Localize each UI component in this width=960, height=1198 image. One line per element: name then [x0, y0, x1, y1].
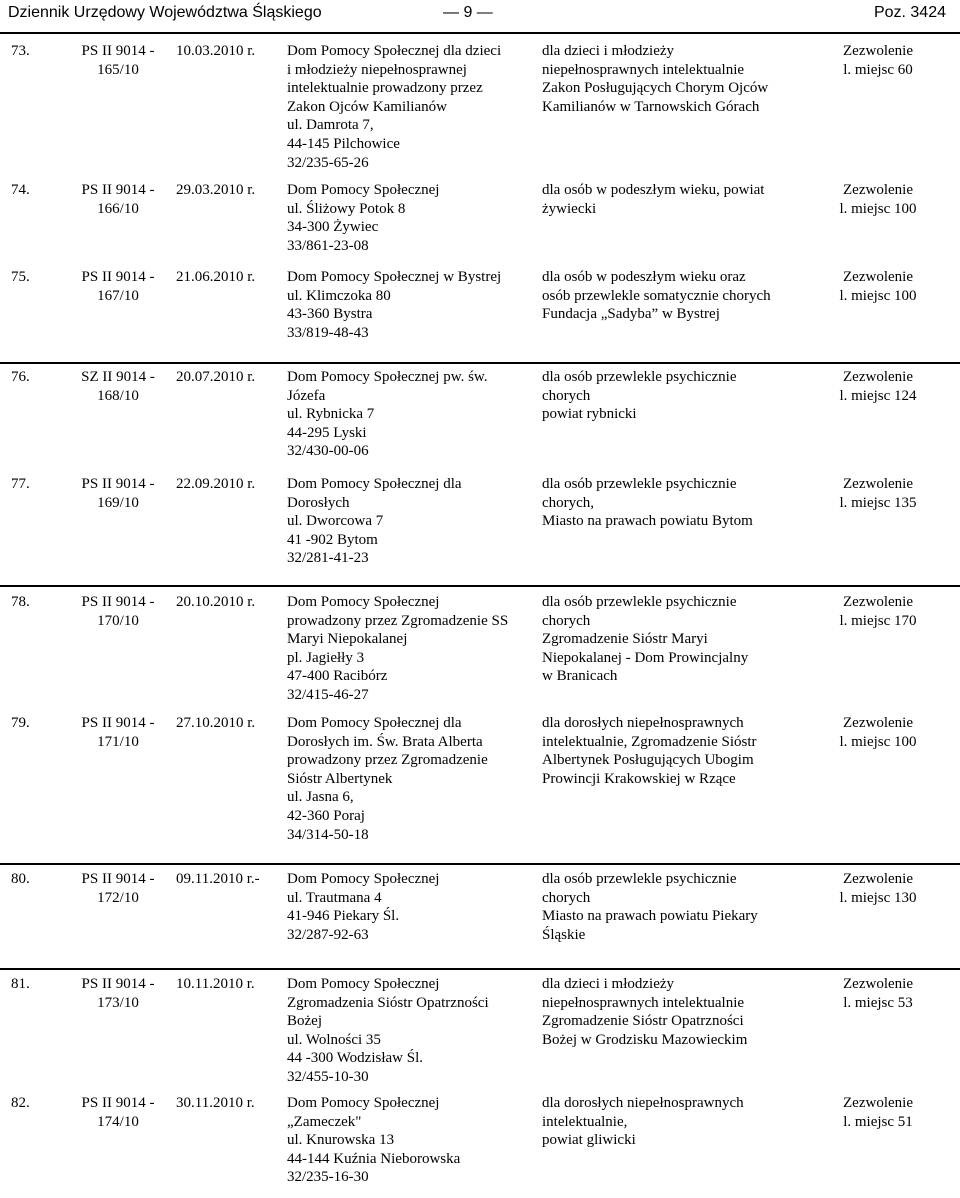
- facility-description-line: dla dzieci i młodzieży: [542, 43, 675, 59]
- facility-description-line: Miasto na prawach powiatu Bytom: [542, 513, 753, 530]
- entry-date: [176, 42, 276, 61]
- group-divider: [0, 585, 960, 587]
- group-divider: [0, 362, 960, 364]
- facility-name-address-line: Dom Pomocy Społecznej w Bystrej: [287, 269, 502, 285]
- entry-date-line: 29.03.2010 r.: [176, 182, 256, 198]
- entry-signature-line: 165/10: [97, 61, 139, 78]
- facility-description-line: dla osób w podeszłym wieku oraz: [542, 269, 746, 285]
- facility-description-line: dla osób przewlekle psychicznie: [542, 871, 737, 887]
- facility-name-address-line: ul. Trautmana 4: [287, 889, 382, 906]
- facility-name-address-line: ul. Wolności 35: [287, 1031, 381, 1048]
- entry-signature: [68, 268, 168, 305]
- permit-info: [803, 870, 953, 907]
- facility-description-line: intelektualnie, Zgromadzenie Sióstr: [542, 733, 757, 750]
- entry-number: [11, 475, 61, 494]
- permit-info-line: Zezwolenie: [843, 871, 913, 887]
- entry-number: [11, 593, 61, 612]
- entry-date: [176, 181, 276, 200]
- permit-info-line: l. miejsc 53: [843, 994, 913, 1011]
- permit-info: [803, 368, 953, 405]
- entry-date: [176, 870, 276, 889]
- permit-info-line: l. miejsc 130: [839, 889, 917, 906]
- permit-info-line: l. miejsc 100: [839, 733, 917, 750]
- permit-info: [803, 975, 953, 1012]
- facility-name-address-line: 32/235-16-30: [287, 1169, 369, 1186]
- entry-signature-line: PS II 9014 -: [81, 43, 155, 59]
- position-number: Poz. 3424: [873, 4, 946, 21]
- facility-name-address-line: 33/861-23-08: [287, 237, 369, 254]
- facility-description-line: niepełnosprawnych intelektualnie: [542, 994, 745, 1011]
- facility-name-address-line: 32/235-65-26: [287, 154, 369, 171]
- facility-description-line: chorych,: [542, 494, 595, 511]
- entry-number: [11, 42, 61, 61]
- facility-name-address-line: „Zameczek": [287, 1113, 362, 1130]
- permit-info-line: Zezwolenie: [843, 715, 913, 731]
- facility-description-line: Niepokalanej - Dom Prowincjalny: [542, 649, 749, 666]
- facility-description-line: Zakon Posługujących Chorym Ojców: [542, 80, 769, 97]
- facility-name-address-line: Dom Pomocy Społecznej: [287, 1095, 440, 1111]
- facility-description-line: dla osób przewlekle psychicznie: [542, 369, 737, 385]
- facility-description-line: dla dzieci i młodzieży: [542, 976, 675, 992]
- facility-name-address-line: Dom Pomocy Społecznej: [287, 594, 440, 610]
- facility-name-address-line: Zakon Ojców Kamilianów: [287, 98, 447, 115]
- facility-name-address-line: 41 -902 Bytom: [287, 531, 378, 548]
- entry-signature-line: 172/10: [97, 889, 139, 906]
- facility-description-line: Śląskie: [542, 926, 586, 943]
- permit-info-line: l. miejsc 135: [839, 494, 917, 511]
- entry-signature-line: 173/10: [97, 994, 139, 1011]
- facility-description: [542, 268, 800, 324]
- permit-info-line: l. miejsc 51: [843, 1113, 913, 1130]
- entry-signature-line: 170/10: [97, 612, 139, 629]
- entry-signature-line: PS II 9014 -: [81, 976, 155, 992]
- permit-info: [803, 181, 953, 218]
- entry-date: [176, 1094, 276, 1113]
- permit-info-line: Zezwolenie: [843, 976, 913, 992]
- facility-name-address-line: ul. Klimczoka 80: [287, 287, 391, 304]
- entry-number-line: 74.: [11, 182, 30, 198]
- entry-date: [176, 593, 276, 612]
- entry-signature-line: 171/10: [97, 733, 139, 750]
- facility-name-address-line: 34-300 Żywiec: [287, 219, 379, 236]
- permit-info-line: l. miejsc 124: [839, 387, 917, 404]
- facility-description: [542, 870, 800, 944]
- entry-signature-line: PS II 9014 -: [81, 594, 155, 610]
- permit-info: [803, 268, 953, 305]
- facility-name-address-line: 44-145 Pilchowice: [287, 135, 400, 152]
- entry-signature: [68, 975, 168, 1012]
- facility-name-address-line: pl. Jagiełły 3: [287, 649, 365, 666]
- facility-name-address-line: Dom Pomocy Społecznej: [287, 976, 440, 992]
- entry-date-line: 10.11.2010 r.: [176, 976, 255, 992]
- facility-name-address-line: 32/287-92-63: [287, 926, 369, 943]
- entry-number-line: 81.: [11, 976, 30, 992]
- permit-info-line: Zezwolenie: [843, 43, 913, 59]
- entry-date: [176, 714, 276, 733]
- facility-description: [542, 181, 800, 218]
- facility-description-line: powiat gliwicki: [542, 1132, 636, 1149]
- group-divider: [0, 863, 960, 865]
- facility-description: [542, 1094, 800, 1150]
- entry-date-line: 22.09.2010 r.: [176, 476, 256, 492]
- facility-description-line: dla osób przewlekle psychicznie: [542, 476, 737, 492]
- facility-name-address: [287, 42, 537, 172]
- facility-name-address-line: 44-295 Lyski: [287, 424, 367, 441]
- facility-name-address-line: Dom Pomocy Społecznej dla: [287, 715, 462, 731]
- facility-description-line: Zgromadzenie Sióstr Opatrzności: [542, 1013, 744, 1030]
- entry-signature-line: PS II 9014 -: [81, 182, 155, 198]
- entry-number: [11, 975, 61, 994]
- facility-description-line: niepełnosprawnych intelektualnie: [542, 61, 745, 78]
- entry-signature-line: 168/10: [97, 387, 139, 404]
- entry-signature-line: 167/10: [97, 287, 139, 304]
- facility-name-address-line: Dom Pomocy Społecznej pw. św.: [287, 369, 488, 385]
- entry-signature-line: PS II 9014 -: [81, 1095, 155, 1111]
- entry-date-line: 30.11.2010 r.: [176, 1095, 255, 1111]
- entry-number-line: 75.: [11, 269, 30, 285]
- facility-description-line: Albertynek Posługujących Ubogim: [542, 752, 754, 769]
- facility-name-address-line: 44-144 Kuźnia Nieborowska: [287, 1150, 461, 1167]
- facility-description-line: intelektualnie,: [542, 1113, 628, 1130]
- permit-info-line: l. miejsc 60: [843, 61, 913, 78]
- entry-signature-line: PS II 9014 -: [81, 476, 155, 492]
- facility-description-line: w Branicach: [542, 668, 618, 685]
- facility-description-line: chorych: [542, 387, 591, 404]
- entry-signature: [68, 593, 168, 630]
- facility-description-line: Fundacja „Sadyba” w Bystrej: [542, 306, 720, 323]
- entry-date-line: 09.11.2010 r.-: [176, 871, 260, 887]
- entry-number: [11, 870, 61, 889]
- facility-name-address-line: ul. Śliżowy Potok 8: [287, 200, 406, 217]
- facility-description-line: chorych: [542, 612, 591, 629]
- permit-info-line: Zezwolenie: [843, 269, 913, 285]
- entry-signature: [68, 42, 168, 79]
- facility-description: [542, 42, 800, 116]
- entry-signature: [68, 475, 168, 512]
- facility-name-address: [287, 368, 537, 461]
- permit-info-line: Zezwolenie: [843, 369, 913, 385]
- facility-description-line: powiat rybnicki: [542, 406, 637, 423]
- permit-info: [803, 42, 953, 79]
- permit-info-line: Zezwolenie: [843, 182, 913, 198]
- entry-signature: [68, 714, 168, 751]
- facility-name-address-line: 32/281-41-23: [287, 550, 369, 567]
- entry-number-line: 73.: [11, 43, 30, 59]
- facility-name-address-line: 42-360 Poraj: [287, 807, 365, 824]
- entry-number-line: 80.: [11, 871, 30, 887]
- facility-name-address-line: 44 -300 Wodzisław Śl.: [287, 1050, 424, 1067]
- facility-description: [542, 714, 800, 788]
- entry-date-line: 10.03.2010 r.: [176, 43, 256, 59]
- permit-info-line: l. miejsc 100: [839, 200, 917, 217]
- entry-number-line: 78.: [11, 594, 30, 610]
- entry-date-line: 21.06.2010 r.: [176, 269, 256, 285]
- facility-description-line: Bożej w Grodzisku Mazowieckim: [542, 1031, 748, 1048]
- facility-description: [542, 475, 800, 531]
- facility-name-address: [287, 268, 537, 342]
- entry-date-line: 20.07.2010 r.: [176, 369, 256, 385]
- entry-signature: [68, 1094, 168, 1131]
- permit-info-line: Zezwolenie: [843, 1095, 913, 1111]
- entry-signature-line: 174/10: [97, 1113, 139, 1130]
- entry-signature-line: SZ II 9014 -: [81, 369, 155, 385]
- facility-name-address: [287, 1094, 537, 1187]
- entry-signature-line: PS II 9014 -: [81, 715, 155, 731]
- facility-name-address-line: Dom Pomocy Społecznej: [287, 871, 440, 887]
- facility-description: [542, 368, 800, 424]
- facility-name-address-line: Zgromadzenia Sióstr Opatrzności: [287, 994, 489, 1011]
- permit-info: [803, 714, 953, 751]
- facility-name-address-line: 43-360 Bystra: [287, 306, 373, 323]
- facility-name-address-line: Dom Pomocy Społecznej dla: [287, 476, 462, 492]
- permit-info: [803, 593, 953, 630]
- entry-date: [176, 475, 276, 494]
- entry-signature-line: 169/10: [97, 494, 139, 511]
- page-number: — 9 —: [443, 4, 493, 21]
- facility-description: [542, 975, 800, 1049]
- entry-signature-line: 166/10: [97, 200, 139, 217]
- facility-name-address: [287, 475, 537, 568]
- facility-name-address: [287, 975, 537, 1087]
- entry-signature: [68, 181, 168, 218]
- facility-name-address-line: 32/415-46-27: [287, 686, 369, 703]
- facility-description-line: chorych: [542, 889, 591, 906]
- permit-info-line: l. miejsc 100: [839, 287, 917, 304]
- facility-description-line: dla dorosłych niepełnosprawnych: [542, 1095, 744, 1111]
- facility-name-address-line: prowadzony przez Zgromadzenie SS: [287, 612, 509, 629]
- facility-name-address-line: Maryi Niepokalanej: [287, 631, 408, 648]
- facility-name-address-line: Dom Pomocy Społecznej: [287, 182, 440, 198]
- entry-number: [11, 268, 61, 287]
- facility-name-address: [287, 714, 537, 844]
- facility-name-address-line: Bożej: [287, 1013, 322, 1030]
- entry-date-line: 20.10.2010 r.: [176, 594, 256, 610]
- entry-number: [11, 714, 61, 733]
- journal-title: Dziennik Urzędowy Województwa Śląskiego: [8, 4, 322, 21]
- facility-description-line: Miasto na prawach powiatu Piekary: [542, 908, 758, 925]
- entry-signature-line: PS II 9014 -: [81, 871, 155, 887]
- facility-description-line: Prowincji Krakowskiej w Rzące: [542, 770, 736, 787]
- permit-info-line: Zezwolenie: [843, 594, 913, 610]
- entry-number-line: 79.: [11, 715, 30, 731]
- facility-name-address-line: ul. Damrota 7,: [287, 117, 374, 134]
- permit-info: [803, 1094, 953, 1131]
- facility-description-line: dla osób w podeszłym wieku, powiat: [542, 182, 765, 198]
- permit-info-line: l. miejsc 170: [839, 612, 917, 629]
- facility-description-line: żywiecki: [542, 200, 597, 217]
- facility-name-address-line: intelektualnie prowadzony przez: [287, 80, 483, 97]
- entry-number: [11, 1094, 61, 1113]
- facility-name-address-line: prowadzony przez Zgromadzenie: [287, 752, 488, 769]
- facility-description-line: osób przewlekle somatycznie chorych: [542, 287, 771, 304]
- page-header: [0, 0, 960, 28]
- facility-name-address-line: i młodzieży niepełnosprawnej: [287, 61, 467, 78]
- facility-name-address-line: ul. Dworcowa 7: [287, 513, 384, 530]
- entry-date: [176, 368, 276, 387]
- entry-date: [176, 975, 276, 994]
- facility-name-address-line: 32/455-10-30: [287, 1068, 369, 1085]
- permit-info-line: Zezwolenie: [843, 476, 913, 492]
- facility-name-address-line: ul. Rybnicka 7: [287, 406, 375, 423]
- facility-name-address: [287, 181, 537, 255]
- facility-name-address-line: Dorosłych im. Św. Brata Alberta: [287, 733, 483, 750]
- facility-description: [542, 593, 800, 686]
- permit-info: [803, 475, 953, 512]
- facility-name-address-line: ul. Knurowska 13: [287, 1132, 395, 1149]
- facility-description-line: dla dorosłych niepełnosprawnych: [542, 715, 744, 731]
- facility-name-address-line: 34/314-50-18: [287, 826, 369, 843]
- entry-signature-line: PS II 9014 -: [81, 269, 155, 285]
- entry-number: [11, 181, 61, 200]
- entry-number-line: 76.: [11, 369, 30, 385]
- entry-signature: [68, 368, 168, 405]
- entry-date-line: 27.10.2010 r.: [176, 715, 256, 731]
- entry-number-line: 82.: [11, 1095, 30, 1111]
- facility-description-line: Zgromadzenie Sióstr Maryi: [542, 631, 708, 648]
- facility-name-address-line: Sióstr Albertynek: [287, 770, 393, 787]
- facility-name-address-line: Józefa: [287, 387, 326, 404]
- entry-signature: [68, 870, 168, 907]
- entry-date: [176, 268, 276, 287]
- facility-name-address-line: Dorosłych: [287, 494, 350, 511]
- facility-name-address-line: 41-946 Piekary Śl.: [287, 908, 400, 925]
- facility-name-address-line: Dom Pomocy Społecznej dla dzieci: [287, 43, 502, 59]
- group-divider: [0, 968, 960, 970]
- facility-name-address-line: 33/819-48-43: [287, 324, 369, 341]
- facility-description-line: dla osób przewlekle psychicznie: [542, 594, 737, 610]
- facility-name-address-line: 47-400 Racibórz: [287, 668, 388, 685]
- facility-name-address: [287, 593, 537, 705]
- facility-name-address-line: 32/430-00-06: [287, 443, 369, 460]
- header-divider: [0, 32, 960, 34]
- facility-name-address: [287, 870, 537, 944]
- entry-number: [11, 368, 61, 387]
- entry-number-line: 77.: [11, 476, 30, 492]
- facility-description-line: Kamilianów w Tarnowskich Górach: [542, 98, 760, 115]
- facility-name-address-line: ul. Jasna 6,: [287, 789, 354, 806]
